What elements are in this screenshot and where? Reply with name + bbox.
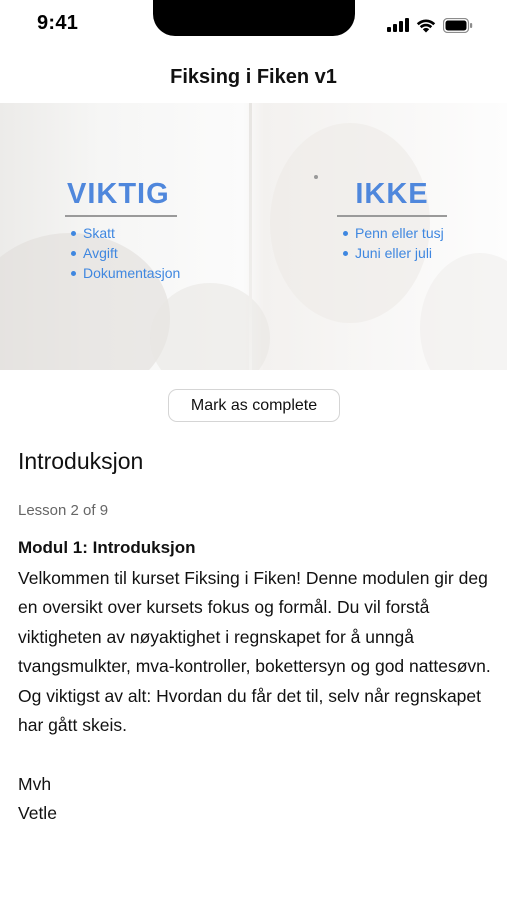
lesson-title: Introduksjon: [18, 448, 144, 474]
module-title: Modul 1: Introduksjon: [18, 538, 196, 557]
hero-column-viktig: [65, 178, 180, 283]
wifi-icon: [416, 18, 436, 33]
device-notch: [153, 0, 355, 36]
bullet-icon: [343, 231, 348, 236]
sign-off-greeting: Mvh: [18, 774, 52, 794]
sign-off-name: Vetle: [18, 803, 57, 824]
lesson-hero-image: [0, 103, 507, 370]
hero-heading-ikke: IKKE: [337, 178, 447, 217]
battery-icon: [443, 18, 473, 33]
bullet-icon: [71, 231, 76, 236]
bullet-icon: [71, 251, 76, 256]
hero-dot: [314, 175, 318, 179]
hero-heading-viktig: VIKTIG: [65, 178, 177, 217]
sign-off: [18, 770, 57, 829]
cellular-signal-icon: [387, 18, 409, 32]
hero-list-item: Skatt: [71, 223, 180, 243]
hero-background-shape: [150, 283, 270, 370]
hero-list-viktig: [71, 223, 180, 283]
lesson-progress: Lesson 2 of 9: [18, 502, 109, 519]
page-title: Fiksing i Fiken v1: [170, 66, 337, 88]
hero-list-item: Avgift: [71, 243, 180, 263]
bullet-icon: [343, 251, 348, 256]
status-bar: [0, 0, 507, 50]
hero-list-item: Dokumentasjon: [71, 263, 180, 283]
lesson-body-text: Velkommen til kurset Fiksing i Fiken! Denne modulen gir deg en oversikt over kursets fokus og formål. Du vil forstå viktigheten av nøyaktighet i regnskapet for å unngå tvangsmulkter, mva-kontroller, bokettersyn og god nattesøvn. Og viktigst av alt: Hvordan du får det til, selv når regnskapet har gått skeis.: [18, 568, 491, 736]
mark-as-complete-button[interactable]: Mark as complete: [168, 389, 340, 422]
hero-column-ikke: [337, 178, 447, 263]
hero-background-shape: [420, 253, 507, 370]
hero-list-item: Juni eller juli: [343, 243, 447, 263]
status-time: 9:41: [37, 12, 79, 34]
hero-divider: [249, 103, 252, 370]
hero-list-ikke: [343, 223, 447, 263]
bullet-icon: [71, 271, 76, 276]
status-icons: [387, 16, 473, 34]
hero-list-item: Penn eller tusj: [343, 223, 447, 243]
